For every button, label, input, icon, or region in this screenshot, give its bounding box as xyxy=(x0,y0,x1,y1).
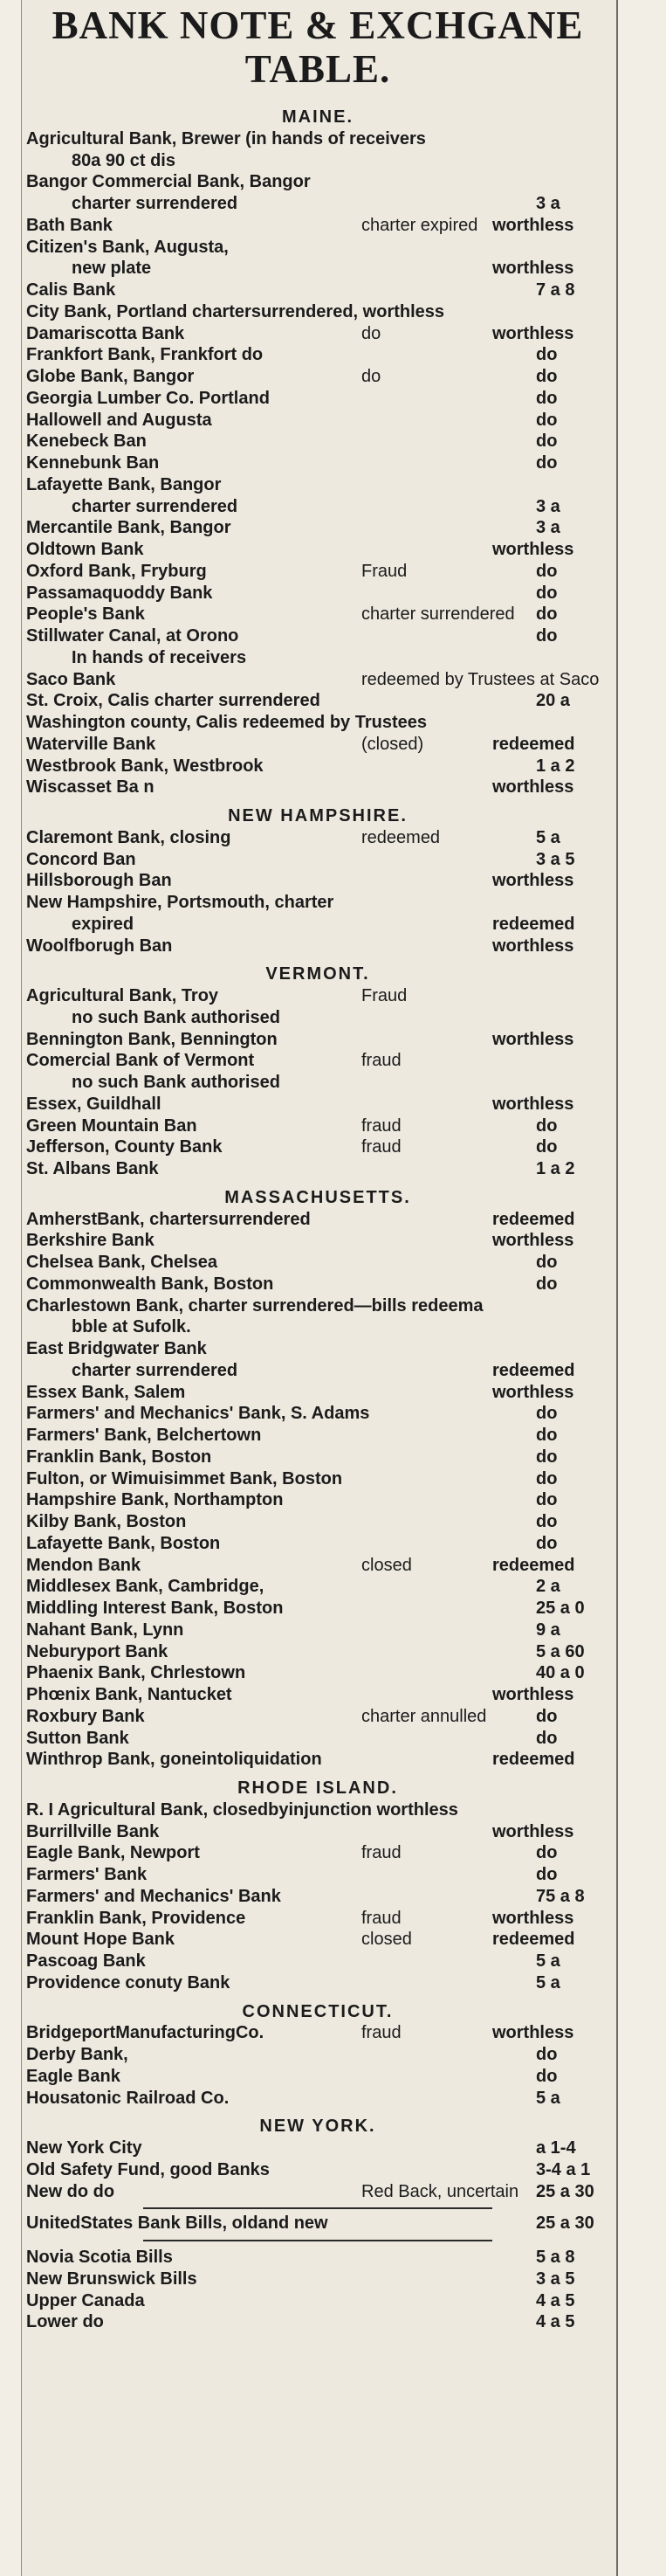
table-row xyxy=(21,517,615,538)
note-status: do xyxy=(536,626,558,646)
discount-rate: 5 a xyxy=(536,1951,560,1971)
bank-name: Bangor Commercial Bank, Bangor xyxy=(26,172,311,192)
bank-name: Woolfborugh Ban xyxy=(26,936,173,956)
note-status: do xyxy=(536,1426,558,1445)
bank-name: East Bridgwater Bank xyxy=(26,1339,207,1358)
discount-rate: 5 a xyxy=(536,2088,560,2108)
bank-name: Lafayette Bank, Boston xyxy=(26,1533,221,1553)
table-row xyxy=(21,1029,615,1050)
table-row xyxy=(21,892,615,913)
bank-name: expired xyxy=(72,914,134,934)
bank-name: St. Albans Bank xyxy=(26,1159,159,1178)
bank-name: Berkshire Bank xyxy=(26,1231,154,1251)
note-status: do xyxy=(536,1115,558,1136)
note-status: do xyxy=(536,1706,558,1726)
bank-name: Bath Bank xyxy=(26,215,113,235)
bank-name: Comercial Bank of Vermont xyxy=(26,1051,255,1071)
state-heading: RHODE ISLAND. xyxy=(237,1778,398,1798)
bank-name: Neburyport Bank xyxy=(26,1641,168,1661)
bank-name: new plate xyxy=(72,259,152,279)
discount-rate: 20 a xyxy=(536,691,570,711)
table-row xyxy=(21,1886,615,1907)
table-row xyxy=(21,849,615,870)
table-row xyxy=(21,539,615,560)
bank-name: AmherstBank, chartersurrendered xyxy=(26,1209,311,1229)
bank-name: Essex Bank, Salem xyxy=(26,1382,186,1402)
table-row xyxy=(21,323,615,344)
bank-name: Fulton, or Wimuisimmet Bank, Boston xyxy=(26,1468,343,1488)
bank-name: People's Bank xyxy=(26,604,145,625)
table-row xyxy=(21,496,615,517)
note-status: worthless xyxy=(492,1029,574,1049)
bank-name: Franklin Bank, Boston xyxy=(26,1447,212,1467)
table-row xyxy=(21,1576,615,1597)
table-row xyxy=(21,777,615,798)
note-status: worthless xyxy=(492,215,574,235)
note-status: redeemed xyxy=(492,1360,575,1380)
table-row xyxy=(21,2290,615,2311)
discount-rate: 4 a 5 xyxy=(536,2312,575,2332)
table-row xyxy=(21,1641,615,1662)
bank-name: Derby Bank, xyxy=(26,2045,128,2064)
state-heading: NEW HAMPSHIRE. xyxy=(228,806,408,825)
bank-name: Essex, Guildhall xyxy=(26,1094,161,1114)
discount-rate: 75 a 8 xyxy=(536,1886,585,1906)
table-row xyxy=(21,625,615,646)
note-status: worthless xyxy=(492,1094,574,1114)
bank-name: no such Bank authorised xyxy=(72,1073,280,1092)
discount-rate: 5 a xyxy=(536,827,560,847)
note-status: do xyxy=(536,1865,558,1884)
bank-name: Farmers' and Mechanics' Bank, S. Adams xyxy=(26,1404,370,1424)
note-status: worthless xyxy=(492,1231,574,1251)
table-row xyxy=(21,431,615,452)
table-row xyxy=(21,474,615,495)
table-row xyxy=(21,1908,615,1929)
table-row xyxy=(21,366,615,387)
bank-name: Waterville Bank xyxy=(26,734,156,754)
table-row xyxy=(21,2022,615,2043)
bank-note: do xyxy=(361,323,381,343)
discount-rate: 1 a 2 xyxy=(536,756,575,776)
bank-name: Hampshire Bank, Northampton xyxy=(26,1490,284,1510)
discount-rate: 1 a 2 xyxy=(536,1159,575,1178)
bank-name: Hallowell and Augusta xyxy=(26,410,212,430)
bank-name: Pascoag Bank xyxy=(26,1951,146,1971)
bank-name: Jefferson, County Bank xyxy=(26,1137,223,1157)
discount-rate: 5 a xyxy=(536,1972,560,1992)
table-row xyxy=(21,1662,615,1683)
bank-name: Farmers' Bank, Belchertown xyxy=(26,1426,262,1445)
bank-name: charter surrendered xyxy=(72,194,238,213)
table-row xyxy=(21,712,615,733)
note-status: do xyxy=(536,345,558,365)
note-status: do xyxy=(536,1274,558,1294)
table-row xyxy=(21,1706,615,1727)
table-row xyxy=(21,985,615,1006)
note-status: do xyxy=(536,453,558,473)
table-row xyxy=(21,1274,615,1295)
table-row xyxy=(21,2044,615,2065)
bank-name: Franklin Bank, Providence xyxy=(26,1908,246,1928)
table-row xyxy=(21,1295,615,1316)
table-row xyxy=(21,1951,615,1972)
bank-name: Eagle Bank xyxy=(26,2066,120,2086)
table-row xyxy=(21,1425,615,1446)
bank-name: Saco Bank xyxy=(26,669,116,689)
note-status: do xyxy=(536,367,558,386)
bank-name: Oldtown Bank xyxy=(26,540,144,559)
bank-name: Winthrop Bank, goneintoliquidation xyxy=(26,1750,322,1770)
note-status: do xyxy=(536,2045,558,2064)
bank-name: Georgia Lumber Co. Portland xyxy=(26,388,270,408)
table-row xyxy=(21,2066,615,2087)
bank-name: New Brunswick Bills xyxy=(26,2269,197,2289)
bank-name: Green Mountain Ban xyxy=(26,1115,197,1136)
bank-name: Charlestown Bank, charter surrendered—bills redeema xyxy=(26,1295,484,1316)
bank-name: Westbrook Bank, Westbrook xyxy=(26,756,264,776)
note-status: do xyxy=(536,1728,558,1748)
table-row xyxy=(21,914,615,935)
note-status: worthless xyxy=(492,1908,574,1928)
table-row xyxy=(21,2159,615,2180)
table-row xyxy=(21,1864,615,1885)
table-row xyxy=(21,1094,615,1115)
discount-rate: 4 a 5 xyxy=(536,2290,575,2310)
table-row xyxy=(21,1158,615,1179)
bank-name: Roxbury Bank xyxy=(26,1706,145,1726)
bank-note: do xyxy=(361,367,381,386)
note-status: worthless xyxy=(492,259,574,279)
discount-rate: 2 a xyxy=(536,1577,560,1597)
table-row xyxy=(21,1749,615,1770)
discount-rate: 3 a xyxy=(536,194,560,213)
bank-name: charter surrendered xyxy=(72,1360,238,1380)
discount-rate: 5 a 8 xyxy=(536,2248,575,2267)
bank-name: Farmers' and Mechanics' Bank xyxy=(26,1886,281,1906)
discount-rate: a 1-4 xyxy=(536,2138,576,2158)
bank-name: BridgeportManufacturingCo. xyxy=(26,2023,264,2043)
bank-name: Frankfort Bank, Frankfort do xyxy=(26,345,264,365)
table-row xyxy=(21,1489,615,1510)
bank-name: Concord Ban xyxy=(26,849,136,869)
bank-name: New Hampshire, Portsmouth, charter xyxy=(26,893,334,912)
left-column-bleed xyxy=(0,0,22,2576)
note-status: do xyxy=(536,432,558,452)
table-row xyxy=(21,2088,615,2109)
note-status: worthless xyxy=(492,871,574,891)
bank-name: Damariscotta Bank xyxy=(26,323,185,343)
note-status: do xyxy=(536,410,558,430)
table-row xyxy=(21,1972,615,1993)
note-status: do xyxy=(536,2066,558,2086)
note-status: worthless xyxy=(492,1821,574,1841)
discount-rate: 25 a 30 xyxy=(536,2213,594,2234)
table-row xyxy=(21,258,615,279)
table-row xyxy=(21,1533,615,1554)
table-row xyxy=(21,756,615,777)
table-row xyxy=(21,1050,615,1071)
bank-name: Globe Bank, Bangor xyxy=(26,367,195,386)
bank-name: City Bank, Portland chartersurrendered, worthless xyxy=(26,301,445,321)
table-row xyxy=(21,561,615,582)
bank-note: fraud xyxy=(361,1843,402,1863)
table-row xyxy=(21,936,615,957)
note-status: do xyxy=(536,1512,558,1531)
bank-name: New do do xyxy=(26,2181,115,2201)
bank-name: Hillsborough Ban xyxy=(26,871,172,891)
bank-name: Sutton Bank xyxy=(26,1728,129,1748)
table-row xyxy=(21,1382,615,1403)
note-status: worthless xyxy=(492,1382,574,1402)
bank-name: Middlesex Bank, Cambridge, xyxy=(26,1577,264,1597)
bank-note: closed xyxy=(361,1555,412,1575)
table-row xyxy=(21,1799,615,1820)
discount-rate: 9 a xyxy=(536,1619,560,1640)
table-row xyxy=(21,690,615,711)
note-status: do xyxy=(536,1447,558,1467)
discount-rate: 5 a 60 xyxy=(536,1641,585,1661)
table-row xyxy=(21,2311,615,2332)
bank-note: fraud xyxy=(361,1051,402,1071)
bank-note: charter expired xyxy=(361,215,478,235)
bank-name: UnitedStates Bank Bills, oldand new xyxy=(26,2213,328,2234)
bank-name: Agricultural Bank, Troy xyxy=(26,986,219,1005)
note-status: do xyxy=(536,1843,558,1863)
note-status: worthless xyxy=(492,540,574,559)
table-row xyxy=(21,1555,615,1576)
bank-note: Fraud xyxy=(361,561,408,581)
table-row xyxy=(21,1209,615,1230)
bank-note: charter surrendered xyxy=(361,604,515,625)
bank-note: fraud xyxy=(361,1137,402,1157)
table-row xyxy=(21,215,615,236)
table-row xyxy=(21,1684,615,1705)
bank-name: Old Safety Fund, good Banks xyxy=(26,2159,270,2179)
bank-note: charter annulled xyxy=(361,1706,487,1726)
table-row xyxy=(21,1468,615,1489)
discount-rate: 40 a 0 xyxy=(536,1663,585,1683)
bank-name: Lafayette Bank, Bangor xyxy=(26,474,222,494)
bank-note: redeemed by Trustees at Saco xyxy=(361,669,600,689)
table-row xyxy=(21,1598,615,1619)
table-row xyxy=(21,1511,615,1532)
table-row xyxy=(21,2269,615,2289)
discount-rate: 25 a 30 xyxy=(536,2181,594,2201)
table-row xyxy=(21,1316,615,1337)
table-row xyxy=(21,1447,615,1468)
bank-note: fraud xyxy=(361,1115,402,1136)
state-heading: MAINE. xyxy=(282,107,354,127)
note-status: worthless xyxy=(492,936,574,956)
note-status: do xyxy=(536,1533,558,1553)
table-row xyxy=(21,1842,615,1863)
bank-name: In hands of receivers xyxy=(72,647,247,667)
table-row xyxy=(21,2137,615,2158)
bank-name: Bennington Bank, Bennington xyxy=(26,1029,278,1049)
note-status: do xyxy=(536,1137,558,1157)
note-status: worthless xyxy=(492,323,574,343)
state-heading: MASSACHUSETTS. xyxy=(224,1187,411,1207)
table-row xyxy=(21,128,615,149)
table-row xyxy=(21,388,615,409)
bank-name: Chelsea Bank, Chelsea xyxy=(26,1253,217,1272)
table-row xyxy=(21,1619,615,1640)
table-row xyxy=(21,1007,615,1028)
table-row xyxy=(21,870,615,891)
note-status: do xyxy=(536,561,558,581)
bank-name: Phœnix Bank, Nantucket xyxy=(26,1685,232,1704)
table-row xyxy=(21,647,615,668)
table-row xyxy=(21,410,615,431)
bank-note: (closed) xyxy=(361,734,424,754)
table-row xyxy=(21,301,615,322)
discount-rate: 3-4 a 1 xyxy=(536,2159,591,2179)
state-heading: VERMONT. xyxy=(265,964,370,984)
note-status: redeemed xyxy=(492,914,575,934)
bank-name: Citizen's Bank, Augusta, xyxy=(26,237,229,257)
discount-rate: 3 a 5 xyxy=(536,2269,575,2289)
note-status: do xyxy=(536,604,558,625)
discount-rate: 3 a xyxy=(536,496,560,516)
table-row xyxy=(21,583,615,604)
bank-name: Oxford Bank, Fryburg xyxy=(26,561,207,581)
bank-name: charter surrendered xyxy=(72,496,238,516)
bank-name: Burrillville Bank xyxy=(26,1821,160,1841)
table-row xyxy=(21,734,615,755)
bank-name: New York City xyxy=(26,2138,142,2158)
table-row xyxy=(21,669,615,690)
state-heading: CONNECTICUT. xyxy=(242,2001,394,2021)
table-row xyxy=(21,1338,615,1359)
note-status: redeemed xyxy=(492,734,575,754)
section-rule xyxy=(143,2240,492,2241)
headline-line-2: TABLE. xyxy=(244,47,391,91)
note-status: do xyxy=(536,1490,558,1510)
table-row xyxy=(21,1115,615,1136)
bank-name: 80a 90 ct dis xyxy=(72,150,175,170)
state-heading: NEW YORK. xyxy=(259,2117,376,2137)
bank-name: Calis Bank xyxy=(26,280,116,300)
table-row xyxy=(21,171,615,192)
bank-name: Mercantile Bank, Bangor xyxy=(26,518,231,538)
table-row xyxy=(21,1136,615,1157)
discount-rate: 25 a 0 xyxy=(536,1599,585,1618)
bank-name: R. I Agricultural Bank, closedbyinjunction worthless xyxy=(26,1799,458,1820)
bank-name: Washington county, Calis redeemed by Trustees xyxy=(26,713,427,732)
table-row xyxy=(21,193,615,214)
table-row xyxy=(21,1929,615,1950)
note-status: worthless xyxy=(492,1685,574,1704)
table-row xyxy=(21,280,615,300)
note-status: redeemed xyxy=(492,1209,575,1229)
table-row xyxy=(21,2213,615,2234)
bank-name: no such Bank authorised xyxy=(72,1007,280,1027)
note-status: worthless xyxy=(492,2023,574,2043)
discount-rate: 7 a 8 xyxy=(536,280,575,300)
table-row xyxy=(21,344,615,365)
bank-name: Kenebeck Ban xyxy=(26,432,147,452)
bank-name: Mendon Bank xyxy=(26,1555,141,1575)
table-row xyxy=(21,2181,615,2202)
bank-name: Nahant Bank, Lynn xyxy=(26,1619,184,1640)
bank-name: Kennebunk Ban xyxy=(26,453,160,473)
bank-name: Commonwealth Bank, Boston xyxy=(26,1274,274,1294)
bank-note: redeemed xyxy=(361,827,441,847)
note-status: do xyxy=(536,1468,558,1488)
note-status: redeemed xyxy=(492,1930,575,1950)
table-row xyxy=(21,1072,615,1093)
table-row xyxy=(21,1360,615,1381)
bank-name: Novia Scotia Bills xyxy=(26,2248,173,2267)
note-status: worthless xyxy=(492,777,574,798)
table-row xyxy=(21,604,615,625)
bank-note: Red Back, uncertain xyxy=(361,2181,519,2201)
note-status: do xyxy=(536,388,558,408)
note-status: do xyxy=(536,1253,558,1272)
table-row xyxy=(21,150,615,171)
right-column-bleed xyxy=(616,0,666,2576)
bank-name: Claremont Bank, closing xyxy=(26,827,231,847)
discount-rate: 3 a 5 xyxy=(536,849,575,869)
note-status: do xyxy=(536,1404,558,1424)
bank-name: bble at Sufolk. xyxy=(72,1317,191,1337)
table-row xyxy=(21,1252,615,1273)
bank-note: Fraud xyxy=(361,986,408,1005)
bank-name: Housatonic Railroad Co. xyxy=(26,2088,230,2108)
note-status: redeemed xyxy=(492,1750,575,1770)
bank-name: Lower do xyxy=(26,2312,104,2332)
table-row xyxy=(21,1230,615,1251)
table-row xyxy=(21,1403,615,1424)
bank-name: Agricultural Bank, Brewer (in hands of receivers xyxy=(26,128,426,148)
bank-name: Providence conuty Bank xyxy=(26,1972,230,1992)
bank-note: fraud xyxy=(361,2023,402,2043)
bank-name: Stillwater Canal, at Orono xyxy=(26,626,239,646)
discount-rate: 3 a xyxy=(536,518,560,538)
table-row xyxy=(21,1821,615,1842)
table-row xyxy=(21,827,615,848)
note-status: redeemed xyxy=(492,1555,575,1575)
bank-note: closed xyxy=(361,1930,412,1950)
bank-name: Farmers' Bank xyxy=(26,1865,148,1884)
table-row xyxy=(21,237,615,258)
note-status: do xyxy=(536,583,558,603)
bank-name: St. Croix, Calis charter surrendered xyxy=(26,691,320,711)
table-row xyxy=(21,452,615,473)
bank-name: Upper Canada xyxy=(26,2290,145,2310)
bank-name: Middling Interest Bank, Boston xyxy=(26,1599,284,1618)
bank-name: Wiscasset Ba n xyxy=(26,777,154,798)
headline-line-1: BANK NOTE & EXCHGANE xyxy=(51,3,584,47)
bank-name: Passamaquoddy Bank xyxy=(26,583,213,603)
bank-name: Mount Hope Bank xyxy=(26,1930,175,1950)
bank-name: Kilby Bank, Boston xyxy=(26,1512,187,1531)
bank-note: fraud xyxy=(361,1908,402,1928)
bank-name: Eagle Bank, Newport xyxy=(26,1843,200,1863)
table-row xyxy=(21,2247,615,2268)
section-rule xyxy=(143,2207,492,2209)
bank-name: Phaenix Bank, Chrlestown xyxy=(26,1663,246,1683)
table-row xyxy=(21,1728,615,1749)
